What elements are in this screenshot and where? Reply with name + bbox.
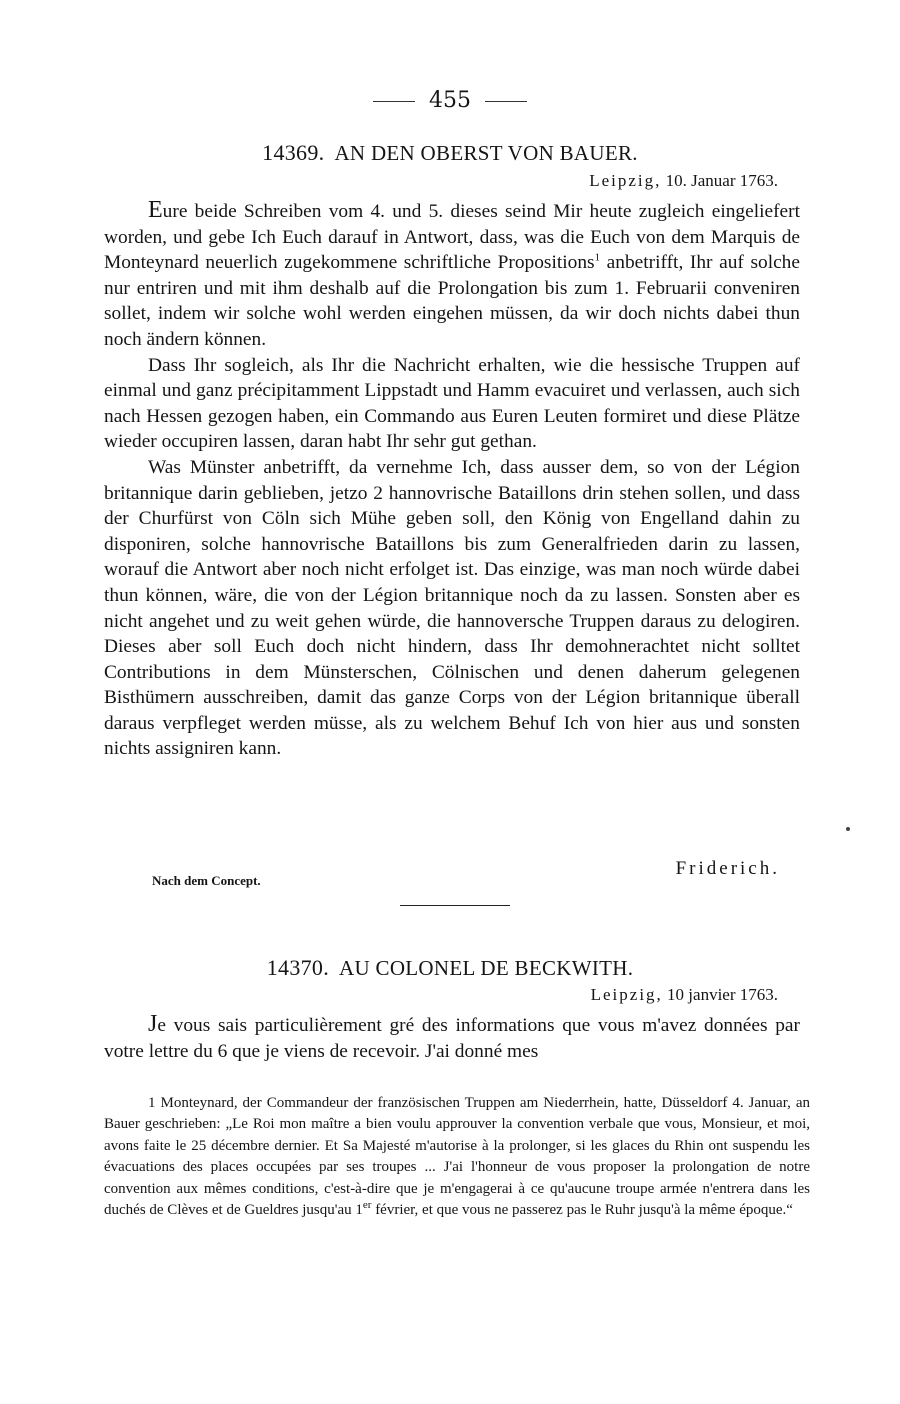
paragraph [104,1012,800,1064]
footnote-text: Monteynard, der Commandeur der französischen Truppen am Niederrhein, hatte, Düsseldorf 4. Januar, an Bauer geschrieben: „Le Roi mon maître a bien voulu approuver la convention verbale que vous, Monsieur, et moi, avons faite le 25 décembre dernier. Et Sa Majesté m'autorise à la prolonger, si les glaces du Rhin ont suspendu les évacuations des places occupées par ses troupes ... J'ai l'honneur de vous proposer la prolongation de notre convention aux mêmes conditions, c'est-à-dire que je m'engagerai à ce qu'aucune troupe armée n'entrera dans les duchés de Clèves et de Gueldres jusqu'au 1 [104,1095,811,1219]
signature: Friderich. [675,858,780,879]
letter-body [104,1012,800,1064]
source-note: Nach dem Concept. [152,873,261,888]
section-divider [400,905,510,906]
page-header [0,88,900,113]
drop-cap: J [148,1011,158,1037]
footnote-superscript: er [362,1199,372,1212]
page-number: 455 [429,88,471,113]
paragraph-text: e vous sais particulièrement gré des informations que vous m'avez données par votre lettre du 6 que je viens de recevoir. J'ai donné mes [104,1015,800,1062]
letter-place: Leipzig, [589,171,662,190]
footnotes [104,1093,810,1221]
letter-date: 10. Januar 1763. [665,171,778,190]
letter-heading [100,140,800,166]
letter-date: 10 janvier 1763. [667,985,778,1004]
letter-place-date [589,171,778,191]
header-rule-left [373,101,415,102]
footnote [104,1093,810,1221]
footnote-number: 1 [148,1095,156,1111]
drop-cap: E [148,197,163,223]
paragraph: Was Münster anbetrifft, da vernehme Ich, dass ausser dem, so von der Légion britannique darin geblieben, jetzo 2 hannovrische Bataillons drin stehen sollen, und dass der Churfürst von Cöln sich Mühe geben soll, den König von Engelland dahin zu disponiren, solche hannovrische Bataillons bis zum Generalfrieden darin zu lassen, worauf die Antwort aber noch nicht erfolget ist. Das einzige, was man noch würde dabei thun können, wäre, die von der Légion britannique noch da zu lassen. Sonsten aber es nicht angehet und zu weit gehen würde, die hannoversche Truppen daraus zu delogiren. Dieses aber soll Euch doch nicht hindern, dass Ihr demohnerachtet nicht solltet Contributions in dem Münsterschen, Cölnischen und denen daherum gelegenen Bisthümern ausschreiben, damit das ganze Corps von der Légion britannique überall daraus verpfleget werden müsse, als zu welchem Behuf Ich von hier aus und sonsten nichts assigniren kann. [104,456,800,760]
paragraph [104,198,800,353]
letter-title: AN DEN OBERST VON BAUER. [334,141,638,165]
letter-heading [100,955,800,981]
footnote-text: février, et que vous ne passerez pas le Ruhr jusqu'à la même époque.“ [371,1202,793,1219]
letter-number: 14370. [266,955,330,980]
footnote-marker: 1 [594,251,601,264]
paragraph: Dass Ihr sogleich, als Ihr die Nachricht erhalten, wie die hessische Truppen auf einmal und ganz précipitamment Lippstadt und Hamm evacuiret und verlassen, auch sich nach Hessen gezogen haben, ein Commando aus Euren Leuten formiret und diese Plätze wieder occupiren lassen, daran habt Ihr sehr gut gethan. [104,354,800,453]
letter-place: Leipzig, [590,985,663,1004]
letter-number: 14369. [262,140,325,165]
letter-body [104,198,800,762]
print-speck [846,827,850,831]
letter-place-date [591,985,778,1005]
paragraph-text: ure beide Schreiben vom 4. und 5. dieses seind Mir heute zugleich eingeliefert worden, und gebe Ich Euch darauf in Antwort, dass, was die Euch von dem Marquis de Monteynard neuerlich zugekommene schriftliche Propositions [104,201,800,274]
paragraph-text: anbetrifft, Ihr auf solche nur entriren und mit ihm deshalb auf die Prolongation bis zum 1. Februarii conveniren sollet, indem wir solche wohl werden eingehen müssen, da wir doch nichts dabei thun noch ändern können. [104,252,800,350]
header-rule-right [485,101,527,102]
letter-title: AU COLONEL DE BECKWITH. [339,956,634,980]
